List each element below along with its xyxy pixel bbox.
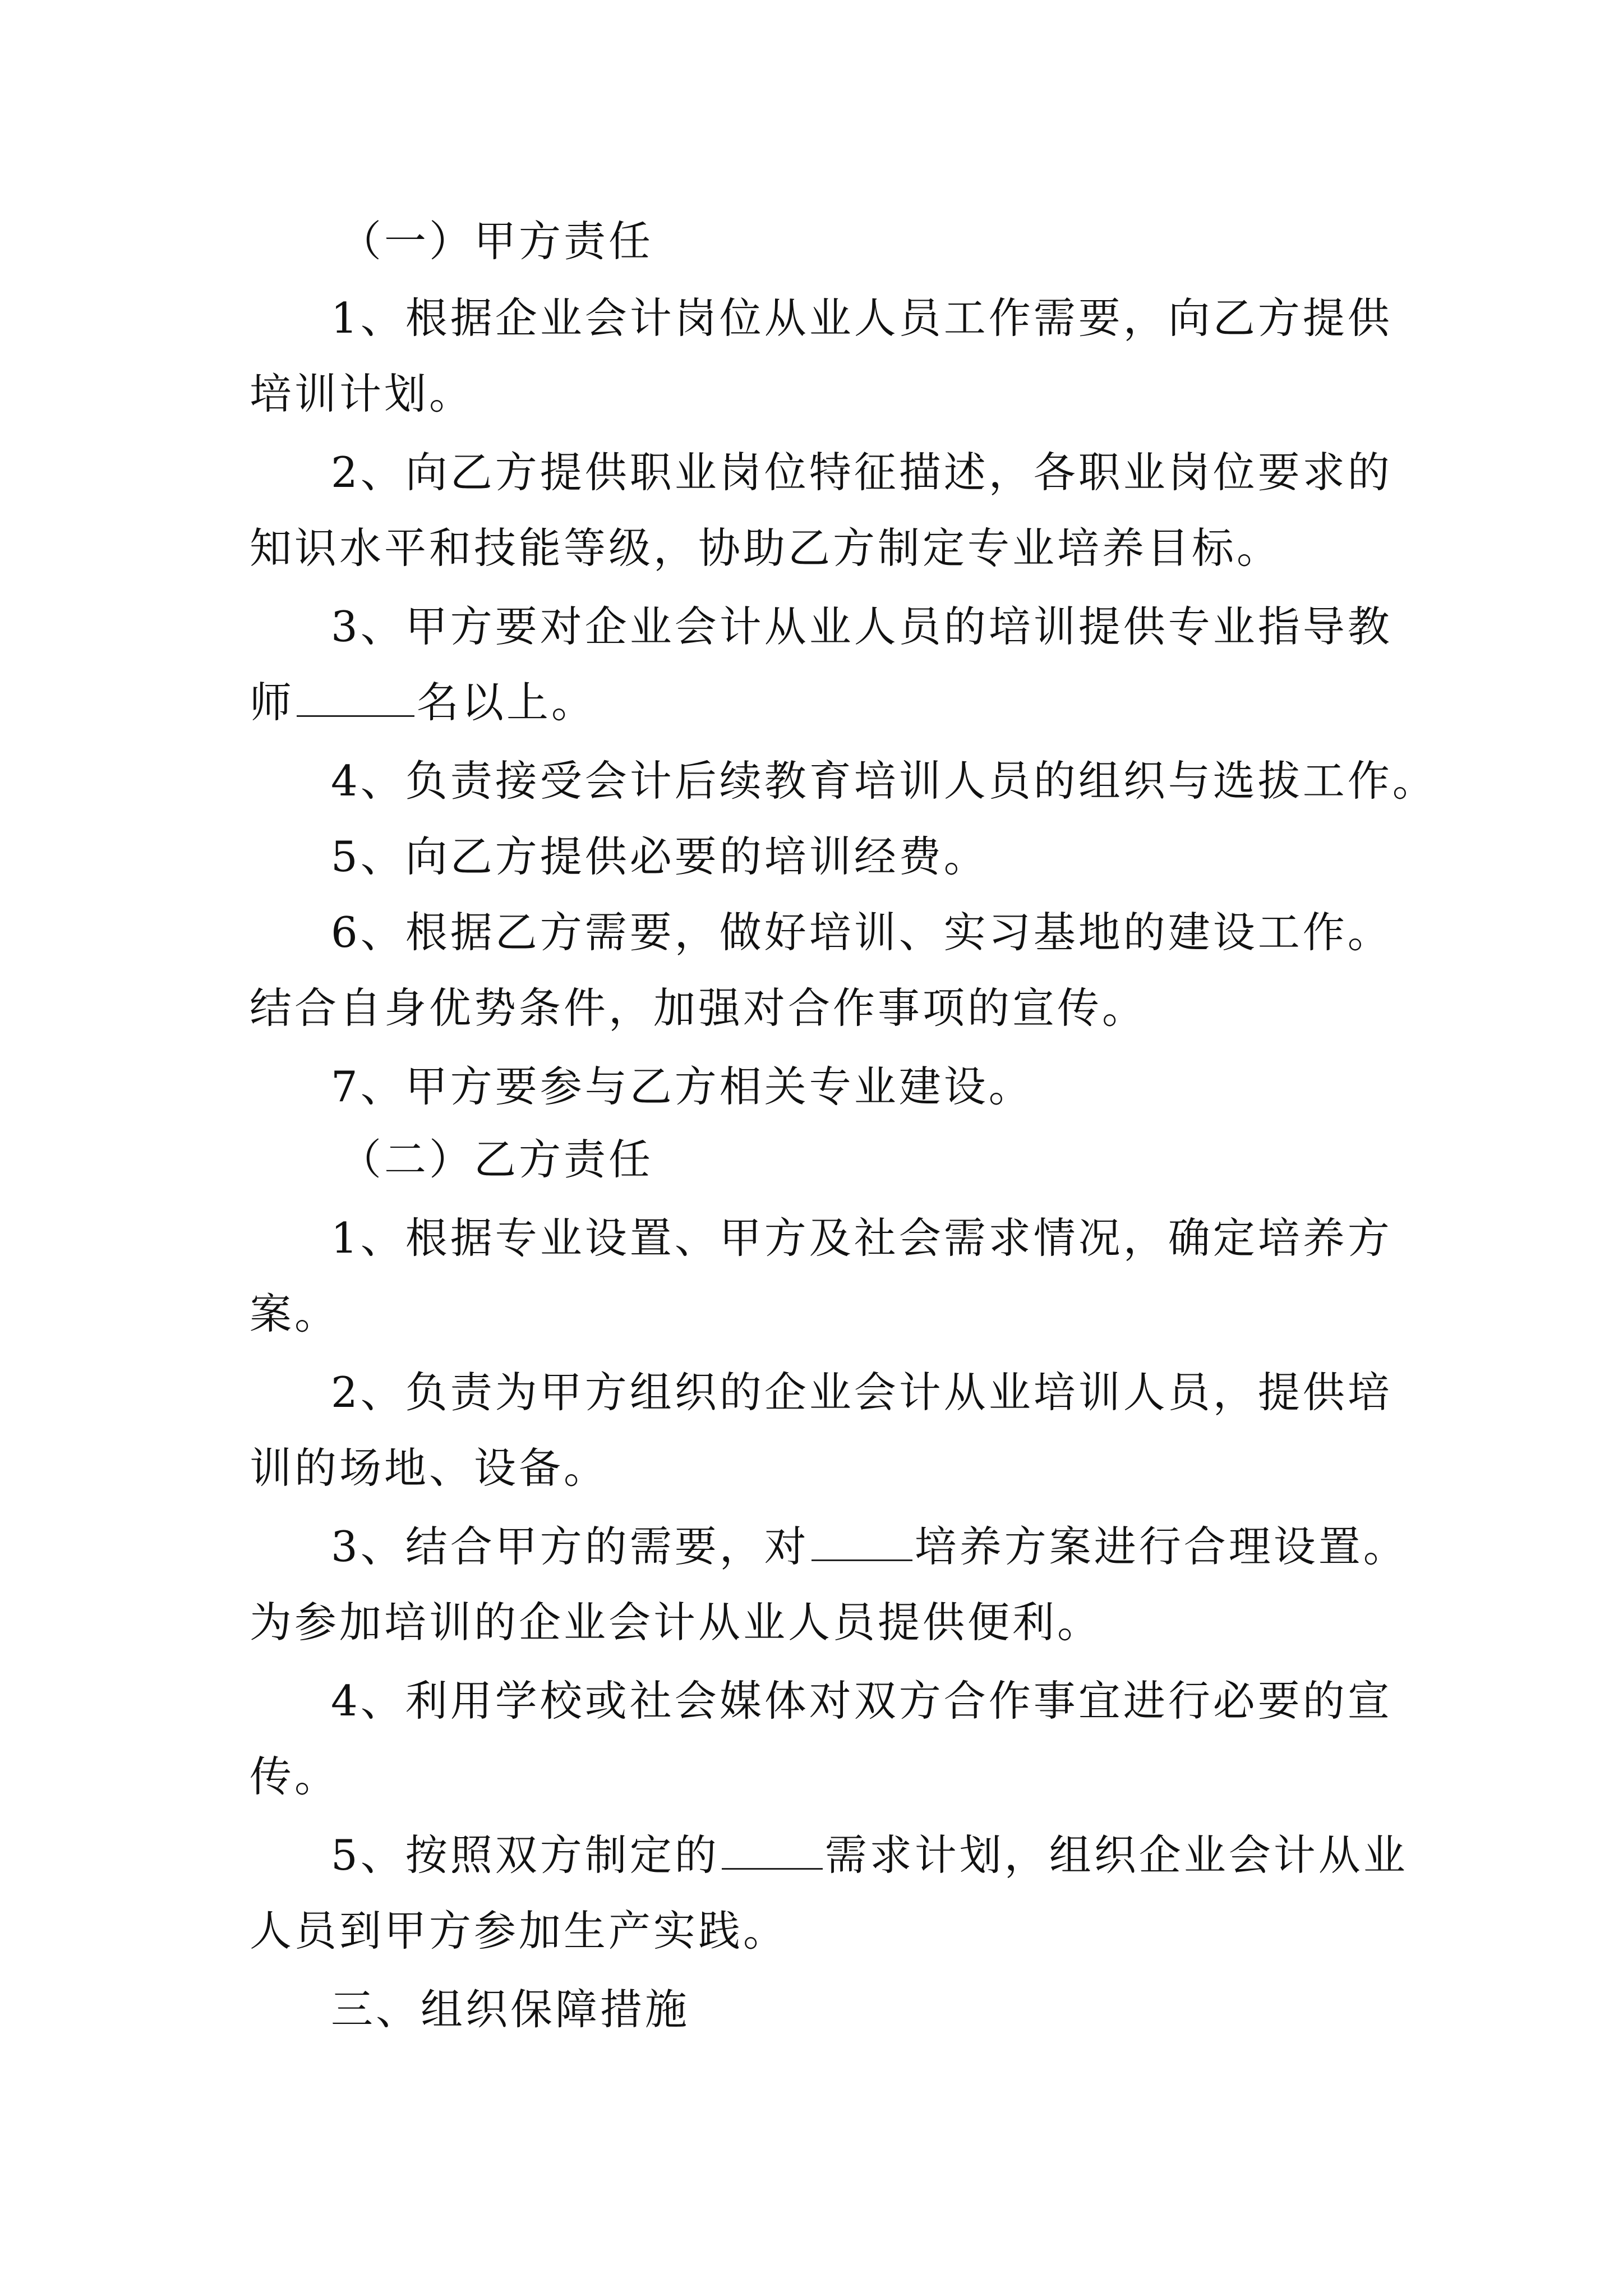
section-a-heading: （一）甲方责任	[339, 217, 654, 266]
item-b3-line1-text-after: 培养方案进行合理设置。	[914, 1522, 1408, 1571]
item-a3-line2	[250, 678, 597, 727]
item-b5-line1-text-after: 需求计划，组织企业会计从业	[824, 1830, 1408, 1880]
item-a1-line2: 培训计划。	[250, 369, 474, 418]
item-a2-line2: 知识水平和技能等级，协助乙方制定专业培养目标。	[250, 523, 1282, 573]
section-3-heading: 三、组织保障措施	[331, 1985, 690, 2034]
item-a6-line1: 6、根据乙方需要，做好培训、实习基地的建设工作。	[331, 908, 1393, 957]
item-a6-line2: 结合自身优势条件，加强对合作事项的宣传。	[250, 983, 1147, 1033]
fill-blank-program	[811, 1526, 912, 1561]
item-b2-line2: 训的场地、设备。	[250, 1443, 609, 1493]
item-a7-line1: 7、甲方要参与乙方相关专业建设。	[331, 1062, 1034, 1111]
item-b2-line1: 2、负责为甲方组织的企业会计从业培训人员，提供培	[331, 1368, 1393, 1417]
item-b1-line1: 1、根据专业设置、甲方及社会需求情况，确定培养方	[331, 1213, 1393, 1263]
item-a2-line1: 2、向乙方提供职业岗位特征描述，各职业岗位要求的	[331, 448, 1393, 497]
item-b5-line2: 人员到甲方参加生产实践。	[250, 1906, 789, 1955]
item-a3-line2-text-before: 师	[250, 678, 295, 727]
item-a3-line1: 3、甲方要对企业会计从业人员的培训提供专业指导教	[331, 602, 1393, 651]
item-a4-line1: 4、负责接受会计后续教育培训人员的组织与选拔工作。	[331, 756, 1437, 806]
fill-blank-demand-plan	[722, 1834, 823, 1870]
item-a5-line1: 5、向乙方提供必要的培训经费。	[331, 832, 989, 881]
section-b-heading: （二）乙方责任	[339, 1135, 654, 1184]
item-b1-line2: 案。	[250, 1289, 340, 1338]
item-b3-line1-text-before: 3、结合甲方的需要，对	[331, 1522, 809, 1571]
item-b5-line1	[331, 1830, 1408, 1880]
item-a3-line2-text-after: 名以上。	[417, 678, 597, 727]
item-b3-line2: 为参加培训的企业会计从业人员提供便利。	[250, 1598, 1103, 1647]
item-b5-line1-text-before: 5、按照双方制定的	[331, 1830, 720, 1880]
item-a1-line1: 1、根据企业会计岗位从业人员工作需要，向乙方提供	[331, 293, 1393, 343]
item-b4-line2: 传。	[250, 1752, 340, 1801]
fill-blank-teacher-count	[297, 682, 414, 717]
item-b4-line1: 4、利用学校或社会媒体对双方合作事宜进行必要的宣	[331, 1676, 1393, 1726]
item-b3-line1	[331, 1522, 1408, 1571]
